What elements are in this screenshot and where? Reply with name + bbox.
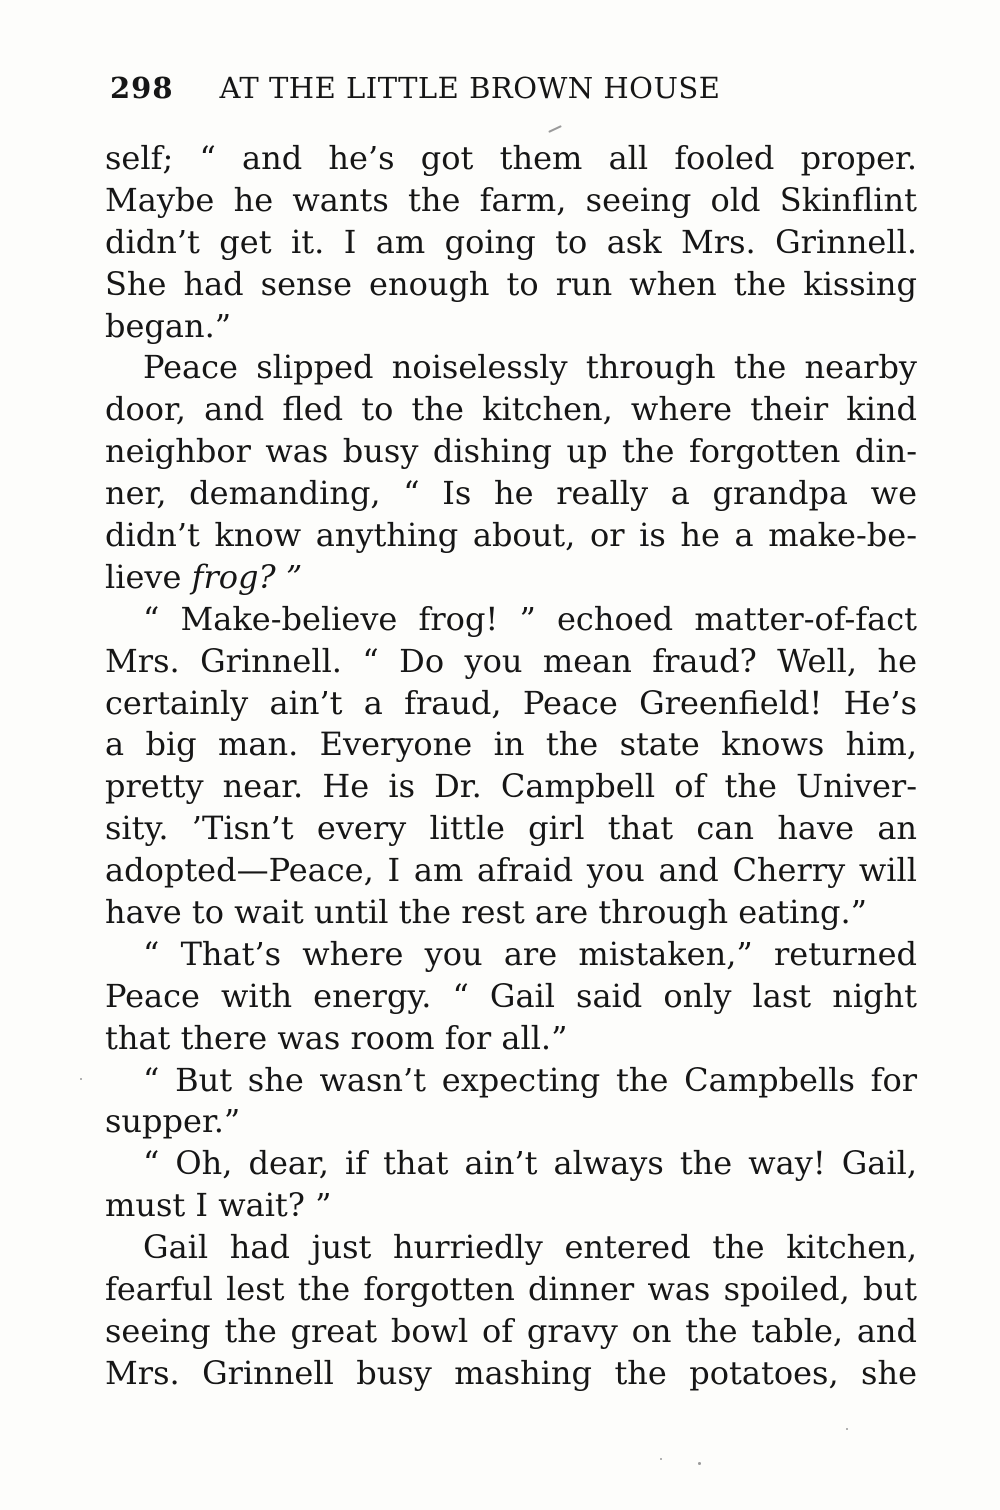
text-line: didn’t know anything about, or is he a make-be-	[105, 516, 917, 555]
text-line: that there was room for all.”	[105, 1018, 568, 1057]
ink-speck	[80, 1078, 82, 1080]
text-line: neighbor was busy dishing up the forgotten din-	[105, 432, 917, 471]
text-line: “ Oh, dear, if that ain’t always the way! Gail,	[143, 1144, 917, 1183]
text-line: seeing the great bowl of gravy on the table, and	[105, 1311, 917, 1350]
text-line: fearful lest the forgotten dinner was spoiled, but	[105, 1270, 917, 1309]
running-head: AT THE LITTLE BROWN HOUSE	[219, 71, 721, 105]
text-line: “ Make-believe frog! ” echoed matter-of-fact	[143, 599, 917, 638]
text-line: door, and fled to the kitchen, where their kind	[105, 390, 917, 429]
text-line: Mrs. Grinnell busy mashing the potatoes, she	[105, 1353, 917, 1392]
text-line: Gail had just hurriedly entered the kitchen,	[143, 1228, 917, 1267]
text-line: have to wait until the rest are through eating.”	[105, 893, 868, 932]
text-line: sity. ’Tisn’t every little girl that can have an	[105, 809, 917, 848]
body-text	[105, 138, 917, 1395]
page-header	[110, 68, 810, 108]
text-fragment: lieve	[105, 557, 192, 596]
text-line: pretty near. He is Dr. Campbell of the Univer-	[105, 767, 917, 806]
text-line: “ That’s where you are mistaken,” returned	[143, 934, 917, 973]
text-line: adopted—Peace, I am afraid you and Cherry will	[105, 851, 917, 890]
text-line: Peace with energy. “ Gail said only last night	[105, 976, 917, 1015]
text-line: ner, demanding, “ Is he really a grandpa we	[105, 474, 917, 513]
ink-speck	[660, 1458, 662, 1460]
text-line: must I wait? ”	[105, 1186, 332, 1225]
text-line: She had sense enough to run when the kissing	[105, 264, 917, 303]
text-line: Peace slipped noiselessly through the nearby	[143, 348, 917, 387]
ink-speck	[698, 1462, 701, 1465]
ink-speck	[846, 1428, 848, 1430]
text-line: supper.”	[105, 1102, 241, 1141]
text-line: began.”	[105, 306, 232, 345]
text-line	[105, 557, 917, 599]
text-line: “ But she wasn’t expecting the Campbells for	[143, 1060, 917, 1099]
text-line: a big man. Everyone in the state knows him,	[105, 725, 917, 764]
page-number: 298	[110, 71, 174, 105]
text-line: didn’t get it. I am going to ask Mrs. Grinnell.	[105, 222, 917, 261]
text-line: Maybe he wants the farm, seeing old Skinflint	[105, 180, 917, 219]
text-line: Mrs. Grinnell. “ Do you mean fraud? Well, he	[105, 641, 917, 680]
text-line: certainly ain’t a fraud, Peace Greenfield! He’s	[105, 683, 917, 722]
text-line: self; “ and he’s got them all fooled proper.	[105, 139, 917, 177]
italic-word: frog? ”	[191, 557, 303, 596]
ink-speck	[548, 125, 562, 133]
